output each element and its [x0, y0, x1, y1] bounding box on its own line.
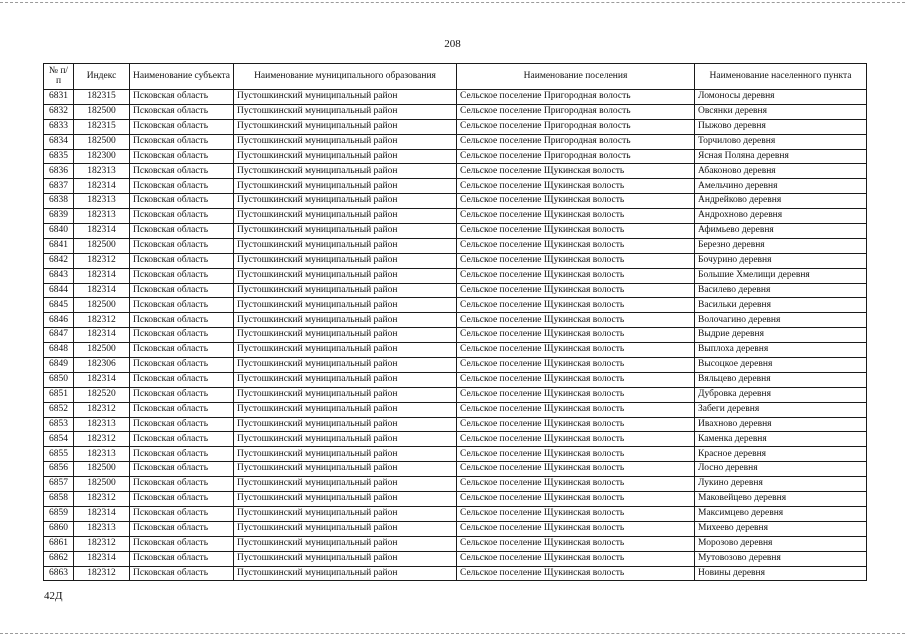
cell-num: 6846: [44, 313, 74, 328]
cell-settlement: Сельское поселение Щукинская волость: [457, 268, 695, 283]
cell-locality: Торчилово деревня: [695, 134, 867, 149]
cell-locality: Ивахново деревня: [695, 417, 867, 432]
cell-index: 182314: [74, 551, 130, 566]
table-row: [44, 521, 867, 536]
cell-index: 182312: [74, 313, 130, 328]
cell-settlement: Сельское поселение Щукинская волость: [457, 164, 695, 179]
cell-num: 6845: [44, 298, 74, 313]
cell-locality: Мутовозово деревня: [695, 551, 867, 566]
cell-subject: Псковская область: [130, 194, 234, 209]
table-row: [44, 209, 867, 224]
cell-index: 182500: [74, 477, 130, 492]
cell-index: 182314: [74, 268, 130, 283]
cell-subject: Псковская область: [130, 224, 234, 239]
cell-num: 6858: [44, 492, 74, 507]
cell-index: 182312: [74, 492, 130, 507]
cell-locality: Морозово деревня: [695, 536, 867, 551]
cell-index: 182314: [74, 283, 130, 298]
cell-index: 182314: [74, 506, 130, 521]
cell-subject: Псковская область: [130, 492, 234, 507]
cell-num: 6833: [44, 119, 74, 134]
table-row: [44, 104, 867, 119]
cell-settlement: Сельское поселение Щукинская волость: [457, 521, 695, 536]
cell-num: 6852: [44, 402, 74, 417]
table-row: [44, 328, 867, 343]
cell-locality: Андрейково деревня: [695, 194, 867, 209]
cell-municipality: Пустошкинский муниципальный район: [234, 209, 457, 224]
cell-subject: Псковская область: [130, 253, 234, 268]
cell-index: 182313: [74, 194, 130, 209]
cell-municipality: Пустошкинский муниципальный район: [234, 358, 457, 373]
cell-municipality: Пустошкинский муниципальный район: [234, 238, 457, 253]
cell-subject: Псковская область: [130, 358, 234, 373]
cell-locality: Высоцкое деревня: [695, 358, 867, 373]
cell-num: 6862: [44, 551, 74, 566]
cell-index: 182500: [74, 298, 130, 313]
cell-num: 6841: [44, 238, 74, 253]
cell-municipality: Пустошкинский муниципальный район: [234, 521, 457, 536]
cell-locality: Маковейцево деревня: [695, 492, 867, 507]
cell-locality: Амельчино деревня: [695, 179, 867, 194]
cell-num: 6836: [44, 164, 74, 179]
cell-subject: Псковская область: [130, 462, 234, 477]
cell-subject: Псковская область: [130, 268, 234, 283]
cell-subject: Псковская область: [130, 477, 234, 492]
cell-locality: Выплоха деревня: [695, 343, 867, 358]
cell-municipality: Пустошкинский муниципальный район: [234, 119, 457, 134]
cell-settlement: Сельское поселение Пригородная волость: [457, 119, 695, 134]
cell-settlement: Сельское поселение Щукинская волость: [457, 536, 695, 551]
cell-index: 182314: [74, 372, 130, 387]
cell-num: 6842: [44, 253, 74, 268]
table-row: [44, 283, 867, 298]
cell-index: 182315: [74, 90, 130, 105]
cell-num: 6860: [44, 521, 74, 536]
cell-subject: Псковская область: [130, 313, 234, 328]
cell-municipality: Пустошкинский муниципальный район: [234, 194, 457, 209]
cell-municipality: Пустошкинский муниципальный район: [234, 417, 457, 432]
table-row: [44, 164, 867, 179]
cell-subject: Псковская область: [130, 179, 234, 194]
cell-municipality: Пустошкинский муниципальный район: [234, 387, 457, 402]
cell-index: 182300: [74, 149, 130, 164]
cell-settlement: Сельское поселение Щукинская волость: [457, 432, 695, 447]
cell-subject: Псковская область: [130, 343, 234, 358]
cell-subject: Псковская область: [130, 104, 234, 119]
cell-index: 182500: [74, 134, 130, 149]
cell-num: 6859: [44, 506, 74, 521]
header-index: Индекс: [74, 64, 130, 90]
table-row: [44, 402, 867, 417]
cell-index: 182306: [74, 358, 130, 373]
cell-municipality: Пустошкинский муниципальный район: [234, 506, 457, 521]
table-row: [44, 253, 867, 268]
cell-index: 182313: [74, 417, 130, 432]
cell-num: 6837: [44, 179, 74, 194]
cell-locality: Забеги деревня: [695, 402, 867, 417]
cell-settlement: Сельское поселение Щукинская волость: [457, 462, 695, 477]
scan-bottom-edge: [0, 633, 905, 634]
cell-locality: Лукино деревня: [695, 477, 867, 492]
scan-top-edge: [0, 2, 905, 3]
table-row: [44, 566, 867, 581]
table-row: [44, 432, 867, 447]
header-row: [44, 64, 867, 90]
cell-index: 182314: [74, 224, 130, 239]
cell-locality: Афимьево деревня: [695, 224, 867, 239]
cell-subject: Псковская область: [130, 328, 234, 343]
cell-settlement: Сельское поселение Щукинская волость: [457, 313, 695, 328]
registry-table: [43, 63, 867, 581]
cell-settlement: Сельское поселение Пригородная волость: [457, 104, 695, 119]
cell-settlement: Сельское поселение Щукинская волость: [457, 298, 695, 313]
cell-settlement: Сельское поселение Щукинская волость: [457, 477, 695, 492]
cell-locality: Ясная Поляна деревня: [695, 149, 867, 164]
cell-municipality: Пустошкинский муниципальный район: [234, 179, 457, 194]
cell-settlement: Сельское поселение Щукинская волость: [457, 372, 695, 387]
cell-index: 182500: [74, 343, 130, 358]
cell-num: 6839: [44, 209, 74, 224]
cell-num: 6848: [44, 343, 74, 358]
cell-municipality: Пустошкинский муниципальный район: [234, 268, 457, 283]
cell-index: 182500: [74, 104, 130, 119]
cell-locality: Абаконово деревня: [695, 164, 867, 179]
cell-num: 6863: [44, 566, 74, 581]
cell-subject: Псковская область: [130, 506, 234, 521]
cell-num: 6838: [44, 194, 74, 209]
cell-municipality: Пустошкинский муниципальный район: [234, 477, 457, 492]
cell-subject: Псковская область: [130, 119, 234, 134]
cell-locality: Каменка деревня: [695, 432, 867, 447]
table-body: [44, 90, 867, 581]
table-row: [44, 343, 867, 358]
cell-locality: Михеево деревня: [695, 521, 867, 536]
cell-municipality: Пустошкинский муниципальный район: [234, 328, 457, 343]
cell-subject: Псковская область: [130, 417, 234, 432]
cell-num: 6851: [44, 387, 74, 402]
cell-subject: Псковская область: [130, 90, 234, 105]
cell-municipality: Пустошкинский муниципальный район: [234, 313, 457, 328]
cell-num: 6850: [44, 372, 74, 387]
cell-municipality: Пустошкинский муниципальный район: [234, 253, 457, 268]
cell-num: 6853: [44, 417, 74, 432]
cell-index: 182500: [74, 238, 130, 253]
cell-settlement: Сельское поселение Щукинская волость: [457, 283, 695, 298]
cell-num: 6861: [44, 536, 74, 551]
cell-settlement: Сельское поселение Щукинская волость: [457, 447, 695, 462]
cell-subject: Псковская область: [130, 238, 234, 253]
cell-subject: Псковская область: [130, 402, 234, 417]
cell-locality: Овсянки деревня: [695, 104, 867, 119]
cell-num: 6835: [44, 149, 74, 164]
cell-num: 6831: [44, 90, 74, 105]
cell-locality: Васильки деревня: [695, 298, 867, 313]
cell-num: 6855: [44, 447, 74, 462]
cell-index: 182500: [74, 462, 130, 477]
table-row: [44, 417, 867, 432]
cell-locality: Василево деревня: [695, 283, 867, 298]
table-row: [44, 149, 867, 164]
cell-locality: Дубровка деревня: [695, 387, 867, 402]
cell-num: 6857: [44, 477, 74, 492]
cell-index: 182312: [74, 566, 130, 581]
cell-settlement: Сельское поселение Пригородная волость: [457, 134, 695, 149]
cell-num: 6856: [44, 462, 74, 477]
table-row: [44, 238, 867, 253]
cell-municipality: Пустошкинский муниципальный район: [234, 164, 457, 179]
cell-locality: Лосно деревня: [695, 462, 867, 477]
cell-subject: Псковская область: [130, 209, 234, 224]
cell-settlement: Сельское поселение Щукинская волость: [457, 343, 695, 358]
cell-locality: Вяльцево деревня: [695, 372, 867, 387]
header-settlement: Наименование поселения: [457, 64, 695, 90]
cell-subject: Псковская область: [130, 447, 234, 462]
table-row: [44, 387, 867, 402]
cell-municipality: Пустошкинский муниципальный район: [234, 536, 457, 551]
cell-locality: Максимцево деревня: [695, 506, 867, 521]
cell-settlement: Сельское поселение Щукинская волость: [457, 194, 695, 209]
cell-settlement: Сельское поселение Щукинская волость: [457, 238, 695, 253]
table-row: [44, 492, 867, 507]
cell-subject: Псковская область: [130, 387, 234, 402]
cell-subject: Псковская область: [130, 372, 234, 387]
cell-locality: Березно деревня: [695, 238, 867, 253]
cell-settlement: Сельское поселение Щукинская волость: [457, 566, 695, 581]
cell-subject: Псковская область: [130, 521, 234, 536]
cell-index: 182312: [74, 432, 130, 447]
cell-locality: Волочагино деревня: [695, 313, 867, 328]
cell-settlement: Сельское поселение Щукинская волость: [457, 417, 695, 432]
cell-settlement: Сельское поселение Щукинская волость: [457, 253, 695, 268]
header-locality: Наименование населенного пункта: [695, 64, 867, 90]
cell-settlement: Сельское поселение Щукинская волость: [457, 328, 695, 343]
cell-index: 182315: [74, 119, 130, 134]
cell-index: 182312: [74, 536, 130, 551]
cell-subject: Псковская область: [130, 566, 234, 581]
header-subject: Наименование субъекта: [130, 64, 234, 90]
header-municipality: Наименование муниципального образования: [234, 64, 457, 90]
cell-municipality: Пустошкинский муниципальный район: [234, 134, 457, 149]
cell-subject: Псковская область: [130, 432, 234, 447]
table-row: [44, 372, 867, 387]
cell-subject: Псковская область: [130, 164, 234, 179]
cell-locality: Пыжово деревня: [695, 119, 867, 134]
cell-municipality: Пустошкинский муниципальный район: [234, 343, 457, 358]
cell-settlement: Сельское поселение Пригородная волость: [457, 90, 695, 105]
footer-code: 42Д: [44, 590, 63, 602]
cell-municipality: Пустошкинский муниципальный район: [234, 372, 457, 387]
cell-index: 182313: [74, 447, 130, 462]
cell-index: 182312: [74, 402, 130, 417]
table-row: [44, 313, 867, 328]
cell-index: 182520: [74, 387, 130, 402]
table-row: [44, 536, 867, 551]
table-row: [44, 447, 867, 462]
cell-settlement: Сельское поселение Щукинская волость: [457, 358, 695, 373]
table-row: [44, 119, 867, 134]
cell-index: 182314: [74, 179, 130, 194]
table-row: [44, 224, 867, 239]
table-row: [44, 194, 867, 209]
cell-locality: Красное деревня: [695, 447, 867, 462]
cell-settlement: Сельское поселение Щукинская волость: [457, 387, 695, 402]
cell-municipality: Пустошкинский муниципальный район: [234, 566, 457, 581]
cell-num: 6834: [44, 134, 74, 149]
cell-subject: Псковская область: [130, 283, 234, 298]
cell-num: 6854: [44, 432, 74, 447]
cell-municipality: Пустошкинский муниципальный район: [234, 462, 457, 477]
cell-municipality: Пустошкинский муниципальный район: [234, 224, 457, 239]
cell-municipality: Пустошкинский муниципальный район: [234, 551, 457, 566]
cell-num: 6840: [44, 224, 74, 239]
table-row: [44, 298, 867, 313]
cell-index: 182313: [74, 164, 130, 179]
cell-municipality: Пустошкинский муниципальный район: [234, 90, 457, 105]
cell-settlement: Сельское поселение Щукинская волость: [457, 224, 695, 239]
header-num: № п/п: [44, 64, 74, 90]
table-row: [44, 462, 867, 477]
cell-municipality: Пустошкинский муниципальный район: [234, 402, 457, 417]
cell-subject: Псковская область: [130, 298, 234, 313]
cell-settlement: Сельское поселение Щукинская волость: [457, 209, 695, 224]
cell-municipality: Пустошкинский муниципальный район: [234, 104, 457, 119]
cell-index: 182313: [74, 209, 130, 224]
cell-locality: Ломоносы деревня: [695, 90, 867, 105]
table-row: [44, 506, 867, 521]
cell-subject: Псковская область: [130, 149, 234, 164]
cell-subject: Псковская область: [130, 536, 234, 551]
cell-municipality: Пустошкинский муниципальный район: [234, 149, 457, 164]
table-row: [44, 358, 867, 373]
cell-num: 6844: [44, 283, 74, 298]
cell-index: 182312: [74, 253, 130, 268]
table-row: [44, 477, 867, 492]
cell-subject: Псковская область: [130, 134, 234, 149]
cell-locality: Бочурино деревня: [695, 253, 867, 268]
cell-locality: Выдрие деревня: [695, 328, 867, 343]
cell-municipality: Пустошкинский муниципальный район: [234, 492, 457, 507]
cell-municipality: Пустошкинский муниципальный район: [234, 283, 457, 298]
cell-subject: Псковская область: [130, 551, 234, 566]
cell-index: 182314: [74, 328, 130, 343]
page-number: 208: [444, 38, 461, 50]
cell-settlement: Сельское поселение Пригородная волость: [457, 149, 695, 164]
cell-municipality: Пустошкинский муниципальный район: [234, 447, 457, 462]
cell-settlement: Сельское поселение Щукинская волость: [457, 402, 695, 417]
table-row: [44, 134, 867, 149]
cell-settlement: Сельское поселение Щукинская волость: [457, 506, 695, 521]
cell-settlement: Сельское поселение Щукинская волость: [457, 492, 695, 507]
table-header: [44, 64, 867, 90]
table-row: [44, 90, 867, 105]
cell-locality: Большие Хмелищи деревня: [695, 268, 867, 283]
cell-index: 182313: [74, 521, 130, 536]
cell-locality: Новины деревня: [695, 566, 867, 581]
table-row: [44, 551, 867, 566]
cell-num: 6843: [44, 268, 74, 283]
cell-num: 6847: [44, 328, 74, 343]
cell-municipality: Пустошкинский муниципальный район: [234, 432, 457, 447]
cell-num: 6849: [44, 358, 74, 373]
cell-locality: Андрохново деревня: [695, 209, 867, 224]
cell-settlement: Сельское поселение Щукинская волость: [457, 179, 695, 194]
cell-num: 6832: [44, 104, 74, 119]
table-row: [44, 179, 867, 194]
cell-settlement: Сельское поселение Щукинская волость: [457, 551, 695, 566]
table-row: [44, 268, 867, 283]
cell-municipality: Пустошкинский муниципальный район: [234, 298, 457, 313]
